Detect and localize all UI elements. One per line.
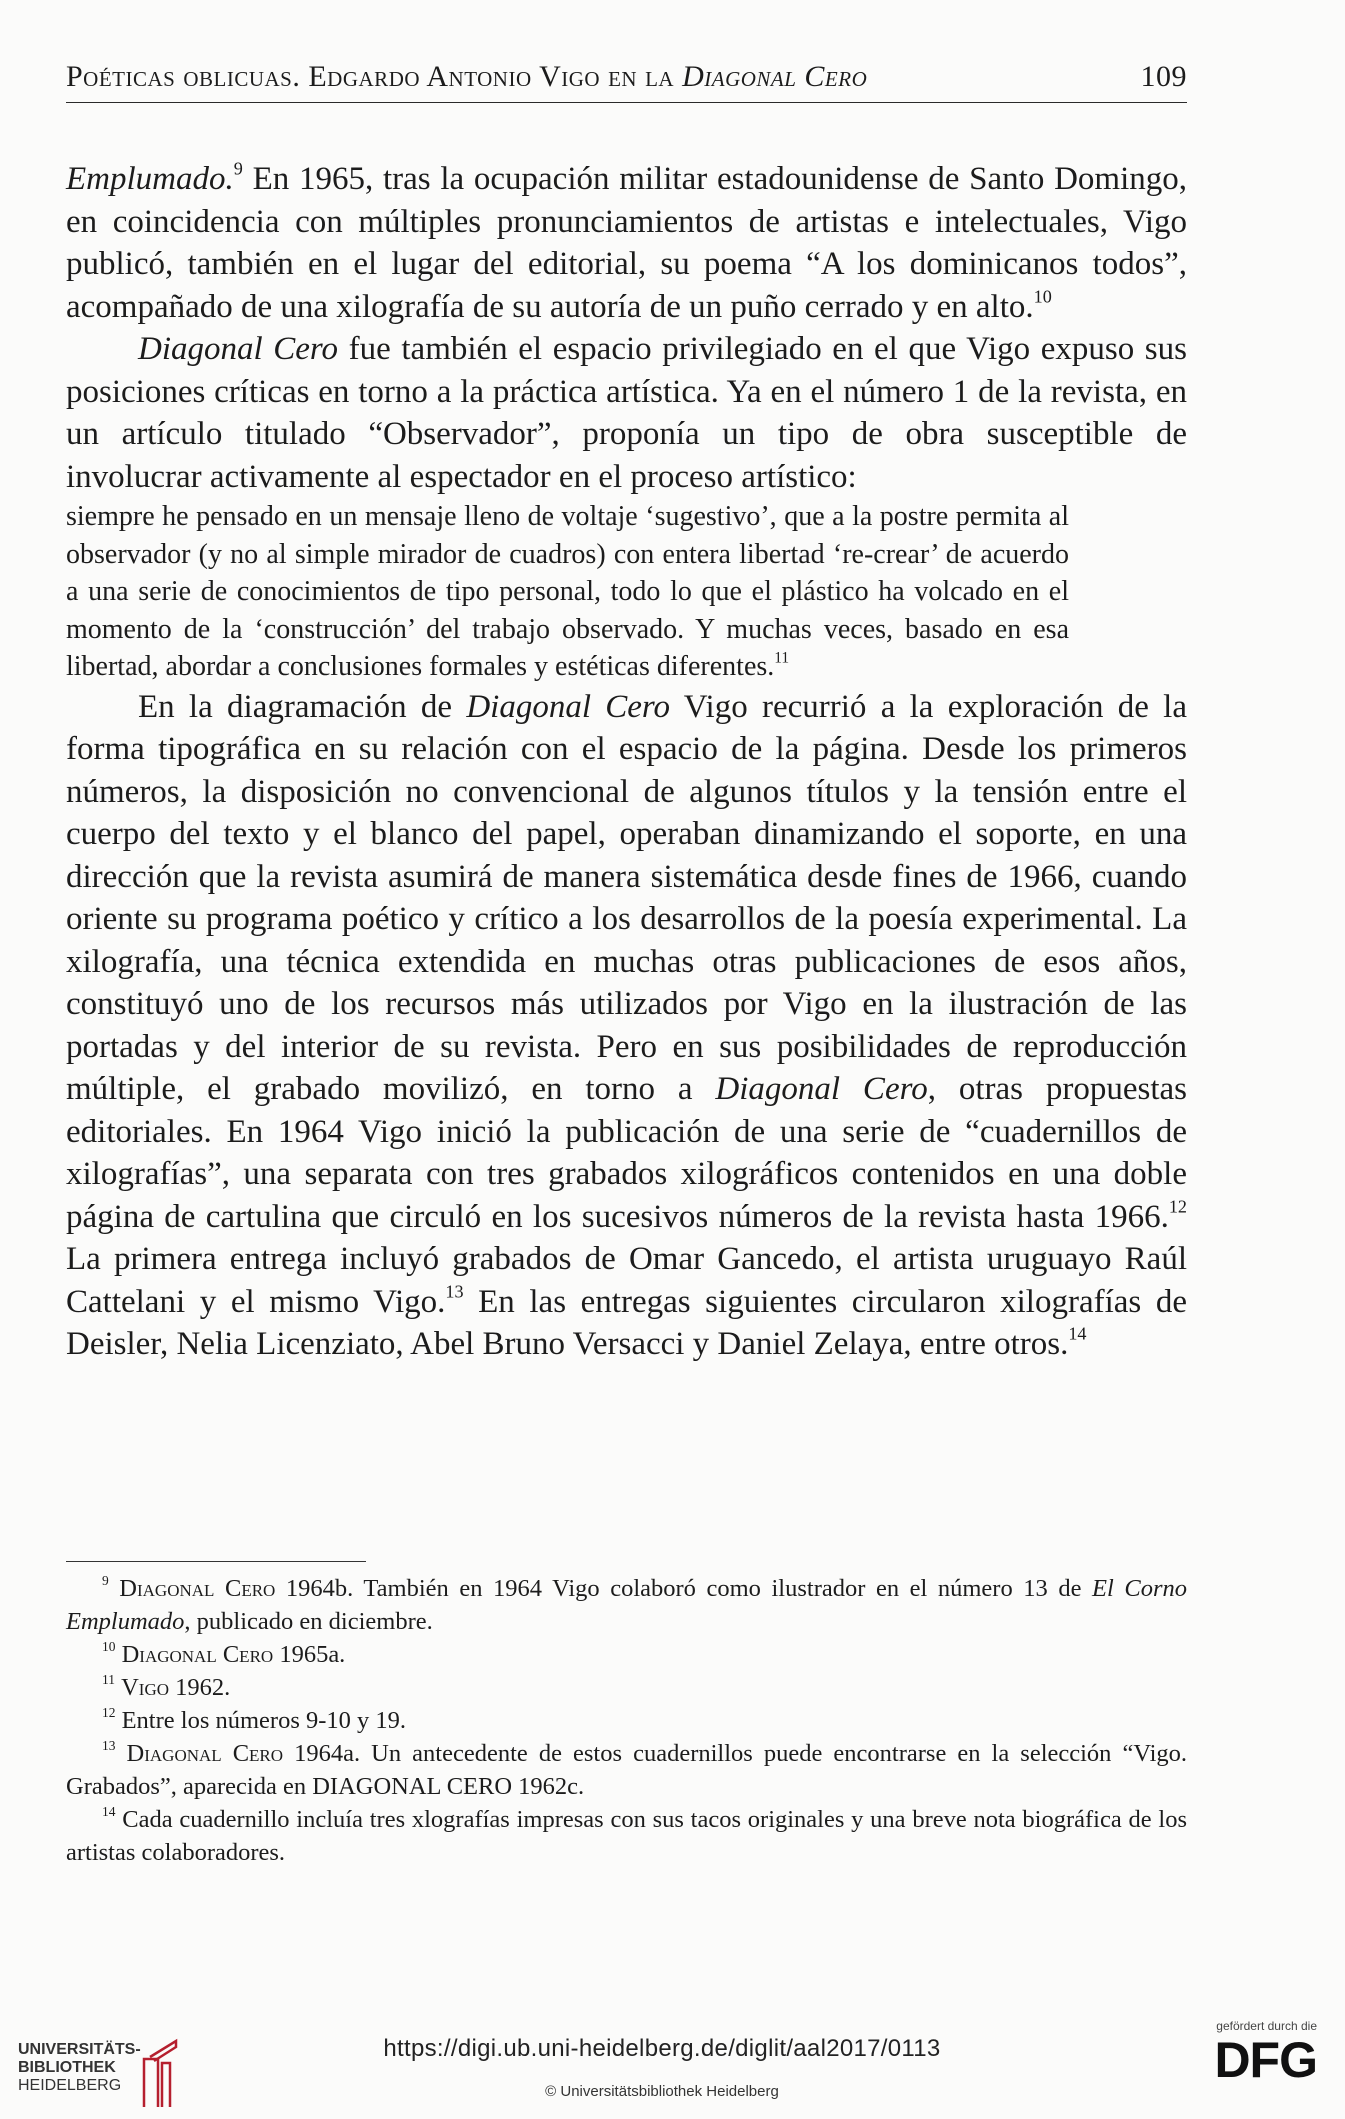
footer-bar [0, 2015, 1345, 2119]
footnote-ref-10[interactable]: 10 [1033, 285, 1052, 306]
footnote-ref-14[interactable]: 14 [1068, 1323, 1087, 1344]
footnote-9: $^9$ Diagonal Cero 1964b. También en 1964 Vigo colaboró como ilustrador en el número 13 de El Corno Emplumado, publicado en diciembre. [66, 1573, 1187, 1635]
copyright-text: © Universitätsbibliothek Heidelberg [545, 2083, 779, 2100]
main-text [66, 158, 1187, 1366]
footnote-14: $^{14}$ Cada cuadernillo incluía tres xlografías impresas con sus tacos originales y una breve nota biográfica de los artistas colaboradores. [66, 1804, 1187, 1866]
university-library-logo[interactable]: UNIVERSITÄTS- BIBLIOTHEK HEIDELBERG [18, 2037, 198, 2117]
running-header [66, 58, 1187, 103]
footnote-13: $^{13}$ Diagonal Cero 1964a. Un antecedente de estos cuadernillos puede encontrarse en la selección “Vigo. Grabados”, aparecida en DIAGONAL CERO 1962c. [66, 1738, 1188, 1800]
footnote-12: $^{12}$ Entre los números 9-10 y 19. [102, 1705, 407, 1734]
footnote-11: $^{11}$ Vigo 1962. [102, 1672, 231, 1701]
source-url-link[interactable]: https://digi.ub.uni-heidelberg.de/diglit/aal2017/0113 [383, 2035, 941, 2062]
footnote-ref-9[interactable]: 9 [233, 158, 243, 179]
footnote-10: $^{10}$ Diagonal Cero 1965a. [102, 1639, 346, 1668]
running-title: Poéticas oblicuas. Edgardo Antonio Vigo en la Diagonal Cero [66, 60, 868, 93]
dfg-logo[interactable]: gefördert durch die DFG [1214, 2019, 1317, 2088]
paragraph-3: En la diagramación de Diagonal Cero Vigo recurrió a la exploración de la forma tipográfica en su relación con el espacio de la página. Desde los primeros números, la disposición no convencional de algunos títulos y la tensión entre el cuerpo del texto y el blanco del papel, operaban dinamizando el soporte, en una dirección que la revista asumirá de manera sistemática desde fines de 1966, cuando oriente su programa poético y crítico a los desarrollos de la poesía experimental. La xilografía, una técnica extendida en muchas otras publicaciones de esos años, constituyó uno de los recursos más utilizados por Vigo en la ilustración de las portadas y del interior de su revista. Pero en sus posibilidades de reproducción múltiple, el grabado movilizó, en torno a Diagonal Cero, otras propuestas editoriales. En 1964 Vigo inició la publicación de una serie de “cuadernillos de xilografías”, una separata con tres grabados xilográficos contenidos en una doble página de cartulina que circuló en los sucesivos números de la revista hasta 1966.12 La primera entrega incluyó grabados de Omar Gancedo, el artista uruguayo Raúl Cattelani y el mismo Vigo.$^{13}$ En las entregas siguientes circularon xilografías de Deisler, Nelia Licenziato, Abel Bruno Versacci y Daniel Zelaya, entre otros.$^{14}$ [66, 688, 1187, 1362]
footnote-ref-11[interactable]: 11 [774, 649, 790, 667]
footnote-divider [66, 1561, 366, 1562]
page-number: 109 [1140, 60, 1187, 93]
footnotes [66, 1561, 1187, 1869]
footnote-ref-12[interactable]: 12 [1168, 1195, 1187, 1216]
library-emblem-icon [136, 2037, 196, 2109]
block-quote: siempre he pensado en un mensaje lleno de voltaje ‘sugestivo’, que a la postre permita al observador (y no al simple mirador de cuadros) con entera libertad ‘re-crear’ de acuerdo a una serie de conocimientos de tipo personal, todo lo que el plástico ha volcado en el momento de la ‘construcción’ del trabajo observado. Y muchas veces, basado en esa libertad, abordar a conclusiones formales y estéticas diferentes.$^{11}$ [66, 501, 1069, 682]
footnote-ref-13[interactable]: 13 [445, 1280, 464, 1301]
paragraph-2: Diagonal Cero fue también el espacio privilegiado en el que Vigo expuso sus posiciones críticas en torno a la práctica artística. Ya en el número 1 de la revista, en un artículo titulado “Observador”, proponía un tipo de obra susceptible de involucrar activamente al espectador en el proceso artístico: [66, 331, 1187, 495]
paragraph-1: Emplumado.$^9$ En 1965, tras la ocupación militar estadounidense de Santo Domingo, en coincidencia con múltiples pronunciamientos de artistas e intelectuales, Vigo publicó, también en el lugar del editorial, su poema “A los dominicanos todos”, acompañado de una xilografía de su autoría de un puño cerrado y en alto.$^{10}$ [66, 158, 1187, 325]
